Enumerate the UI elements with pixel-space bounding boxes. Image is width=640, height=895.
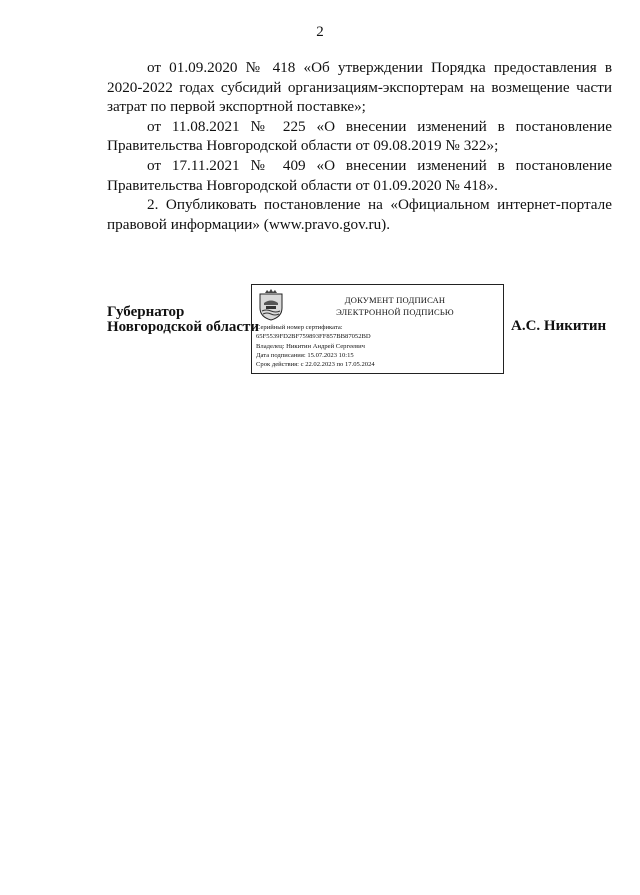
stamp-validity: Срок действия: с 22.02.2023 по 17.05.2024 — [256, 361, 375, 369]
paragraph-decree-418: от 01.09.2020 № 418 «Об утверждении Порядка предоставления в 2020-2022 годах субсидий организациям-экспортерам на возмещение части затрат по первой экспортной поставке»; — [107, 59, 612, 116]
signatory-title-line2: Новгородской области — [107, 319, 260, 335]
novgorod-coat-of-arms-icon — [257, 289, 285, 321]
stamp-heading — [290, 294, 500, 318]
signatory-title — [107, 305, 259, 335]
stamp-cert-label: Серийный номер сертификата: — [256, 324, 343, 331]
document-body — [107, 58, 612, 234]
signatory-title-line1: Губернатор — [107, 304, 185, 320]
paragraph-decree-409: от 17.11.2021 № 409 «О внесении изменений в постановление Правительства Новгородской области от 01.09.2020 № 418». — [107, 156, 612, 194]
stamp-cert-number: 65F5539FD2BF759893FF857BB87052BD — [256, 333, 371, 341]
paragraph-publication: 2. Опубликовать постановление на «Официальном интернет-портале правовой информации» (www.pravo.gov.ru). — [107, 196, 612, 233]
paragraph-decree-225: от 11.08.2021 № 225 «О внесении изменений в постановление Правительства Новгородской области от 09.08.2019 № 322»; — [107, 117, 612, 155]
stamp-heading-line1: ДОКУМЕНТ ПОДПИСАН — [344, 295, 446, 305]
electronic-signature-stamp — [251, 284, 504, 374]
stamp-signed-date: Дата подписания: 15.07.2023 10:15 — [256, 351, 354, 359]
stamp-owner: Владелец: Никитин Андрей Сергеевич — [256, 342, 365, 350]
signatory-name: А.С. Никитин — [511, 318, 607, 334]
stamp-details — [256, 323, 375, 369]
stamp-heading-line2: ЭЛЕКТРОННОЙ ПОДПИСЬЮ — [336, 307, 454, 317]
page-number: 2 — [316, 24, 324, 40]
